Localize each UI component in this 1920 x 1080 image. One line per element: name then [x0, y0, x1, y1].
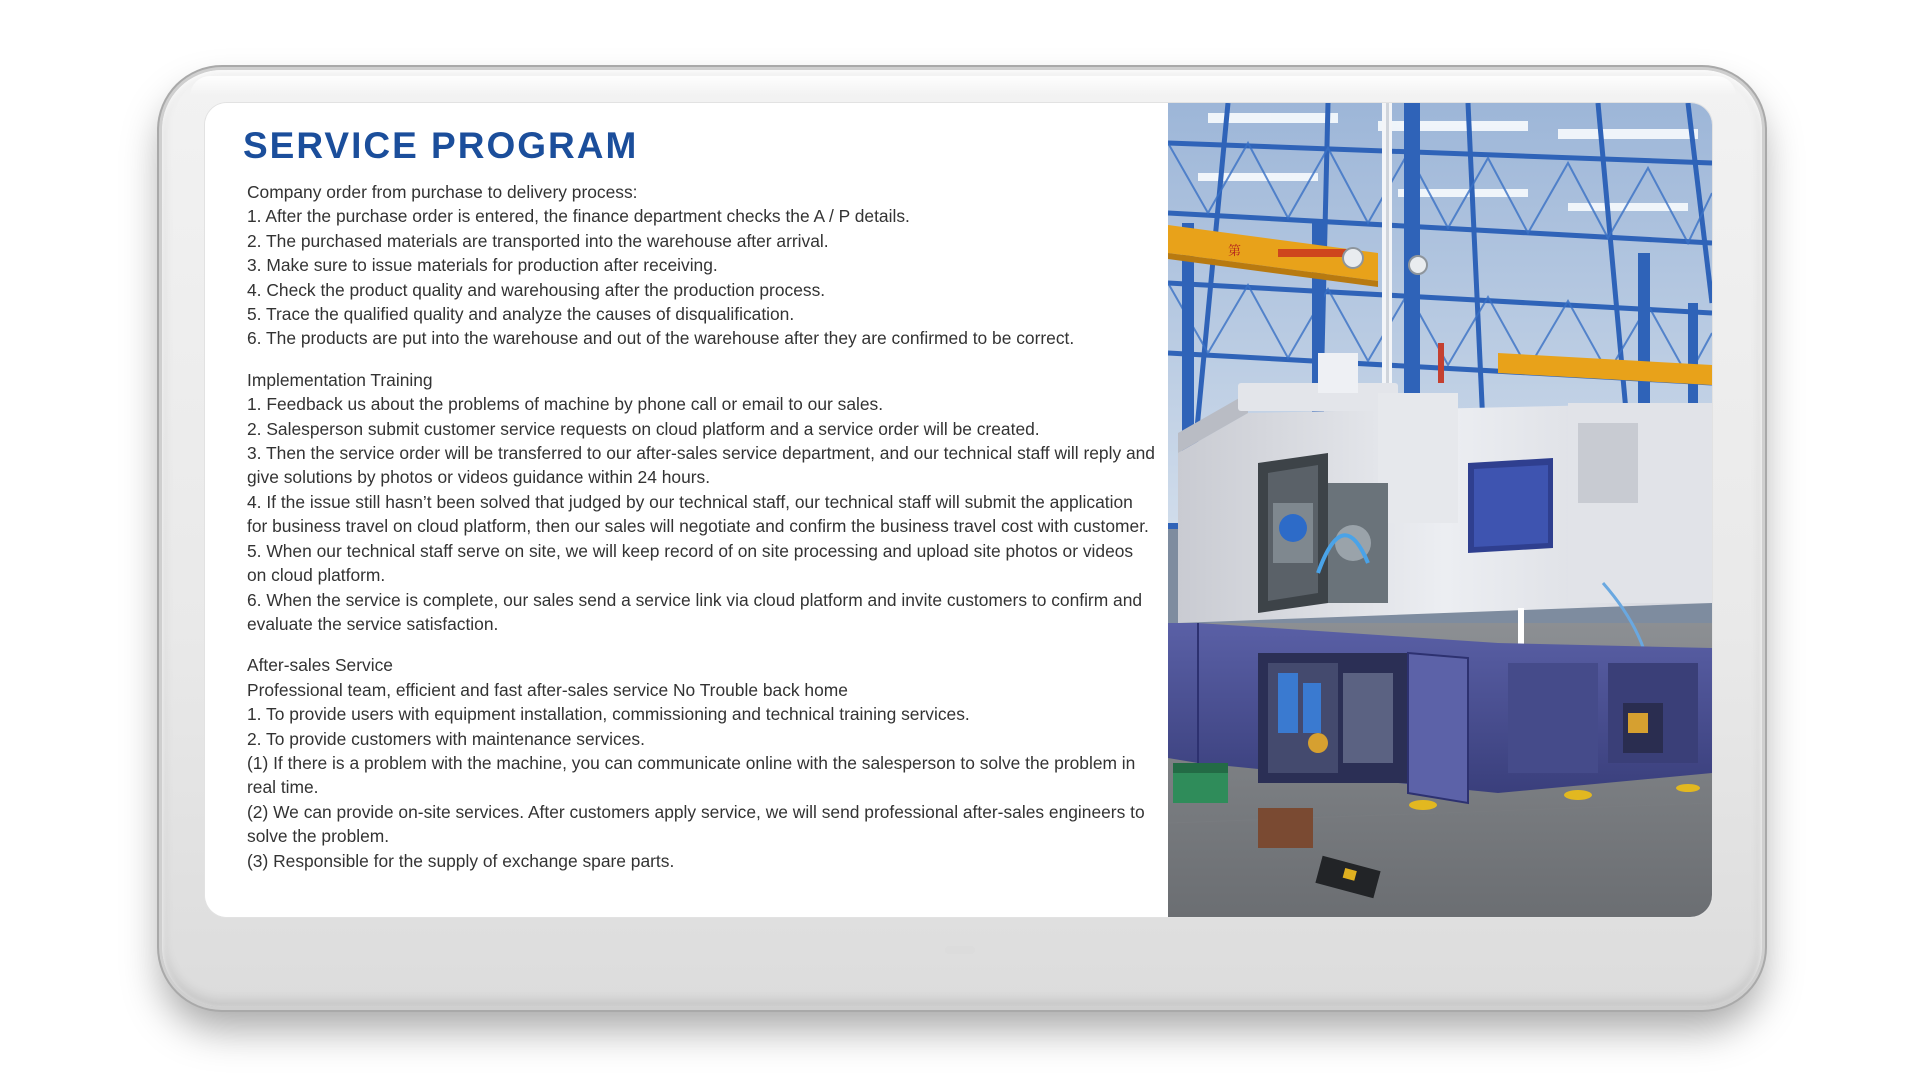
list-item: 2. Salesperson submit customer service requests on cloud platform and a service order will be created. — [247, 418, 1040, 439]
factory-machine-photo — [1168, 103, 1712, 917]
frame-highlight — [190, 76, 1736, 96]
list-item: 1. After the purchase order is entered, the finance department checks the A / P details. — [247, 206, 910, 227]
section-order-process — [247, 180, 1157, 351]
text-panel — [205, 103, 1168, 917]
crane-beam-marking: 第 — [1228, 243, 1242, 258]
list-item: 4. If the issue still hasn’t been solved that judged by our technical staff, our technical staff will submit the application for business travel on cloud platform, then our sales will negotiate and confirm the business travel cost with customer. — [247, 491, 1149, 537]
list-item: 6. When the service is complete, our sales send a service link via cloud platform and invite customers to confirm and evaluate the service satisfaction. — [247, 589, 1143, 634]
section-after-sales — [247, 653, 1157, 873]
list-item: 1. Feedback us about the problems of machine by phone call or email to our sales. — [247, 394, 884, 415]
list-item: 3. Make sure to issue materials for production after receiving. — [247, 255, 718, 276]
list-item: 6. The products are put into the warehouse and out of the warehouse after they are confirmed to be correct. — [247, 328, 1075, 349]
section-heading: After-sales Service — [247, 655, 393, 676]
list-item: 4. Check the product quality and warehousing after the production process. — [247, 279, 826, 300]
list-item: 1. To provide users with equipment installation, commissioning and technical training services. — [247, 704, 970, 725]
section-implementation-training — [247, 368, 1157, 636]
home-indicator — [945, 946, 975, 954]
list-item: (3) Responsible for the supply of exchange spare parts. — [247, 850, 675, 871]
list-item: 5. Trace the qualified quality and analyze the causes of disqualification. — [247, 304, 795, 325]
section-heading: Company order from purchase to delivery process: — [247, 182, 638, 202]
list-item: 2. The purchased materials are transported into the warehouse after arrival. — [247, 230, 829, 251]
list-item: (1) If there is a problem with the machine, you can communicate online with the salesperson to solve the problem in real time. — [247, 752, 1136, 798]
service-body — [247, 180, 1157, 873]
list-item: Professional team, efficient and fast after-sales service No Trouble back home — [247, 679, 848, 700]
list-item: (2) We can provide on-site services. After customers apply service, we will send professional after-sales engineers to solve the problem. — [247, 801, 1145, 847]
list-item: 3. Then the service order will be transferred to our after-sales service department, and our technical staff will reply and give solutions by photos or videos guidance within 24 hours. — [247, 443, 1155, 488]
list-item: 2. To provide customers with maintenance services. — [247, 728, 645, 749]
page-title: SERVICE PROGRAM — [243, 125, 639, 166]
device-screen — [205, 103, 1712, 917]
section-heading: Implementation Training — [247, 369, 433, 390]
list-item: 5. When our technical staff serve on site, we will keep record of on site processing and upload site photos or videos on cloud platform. — [247, 540, 1134, 586]
